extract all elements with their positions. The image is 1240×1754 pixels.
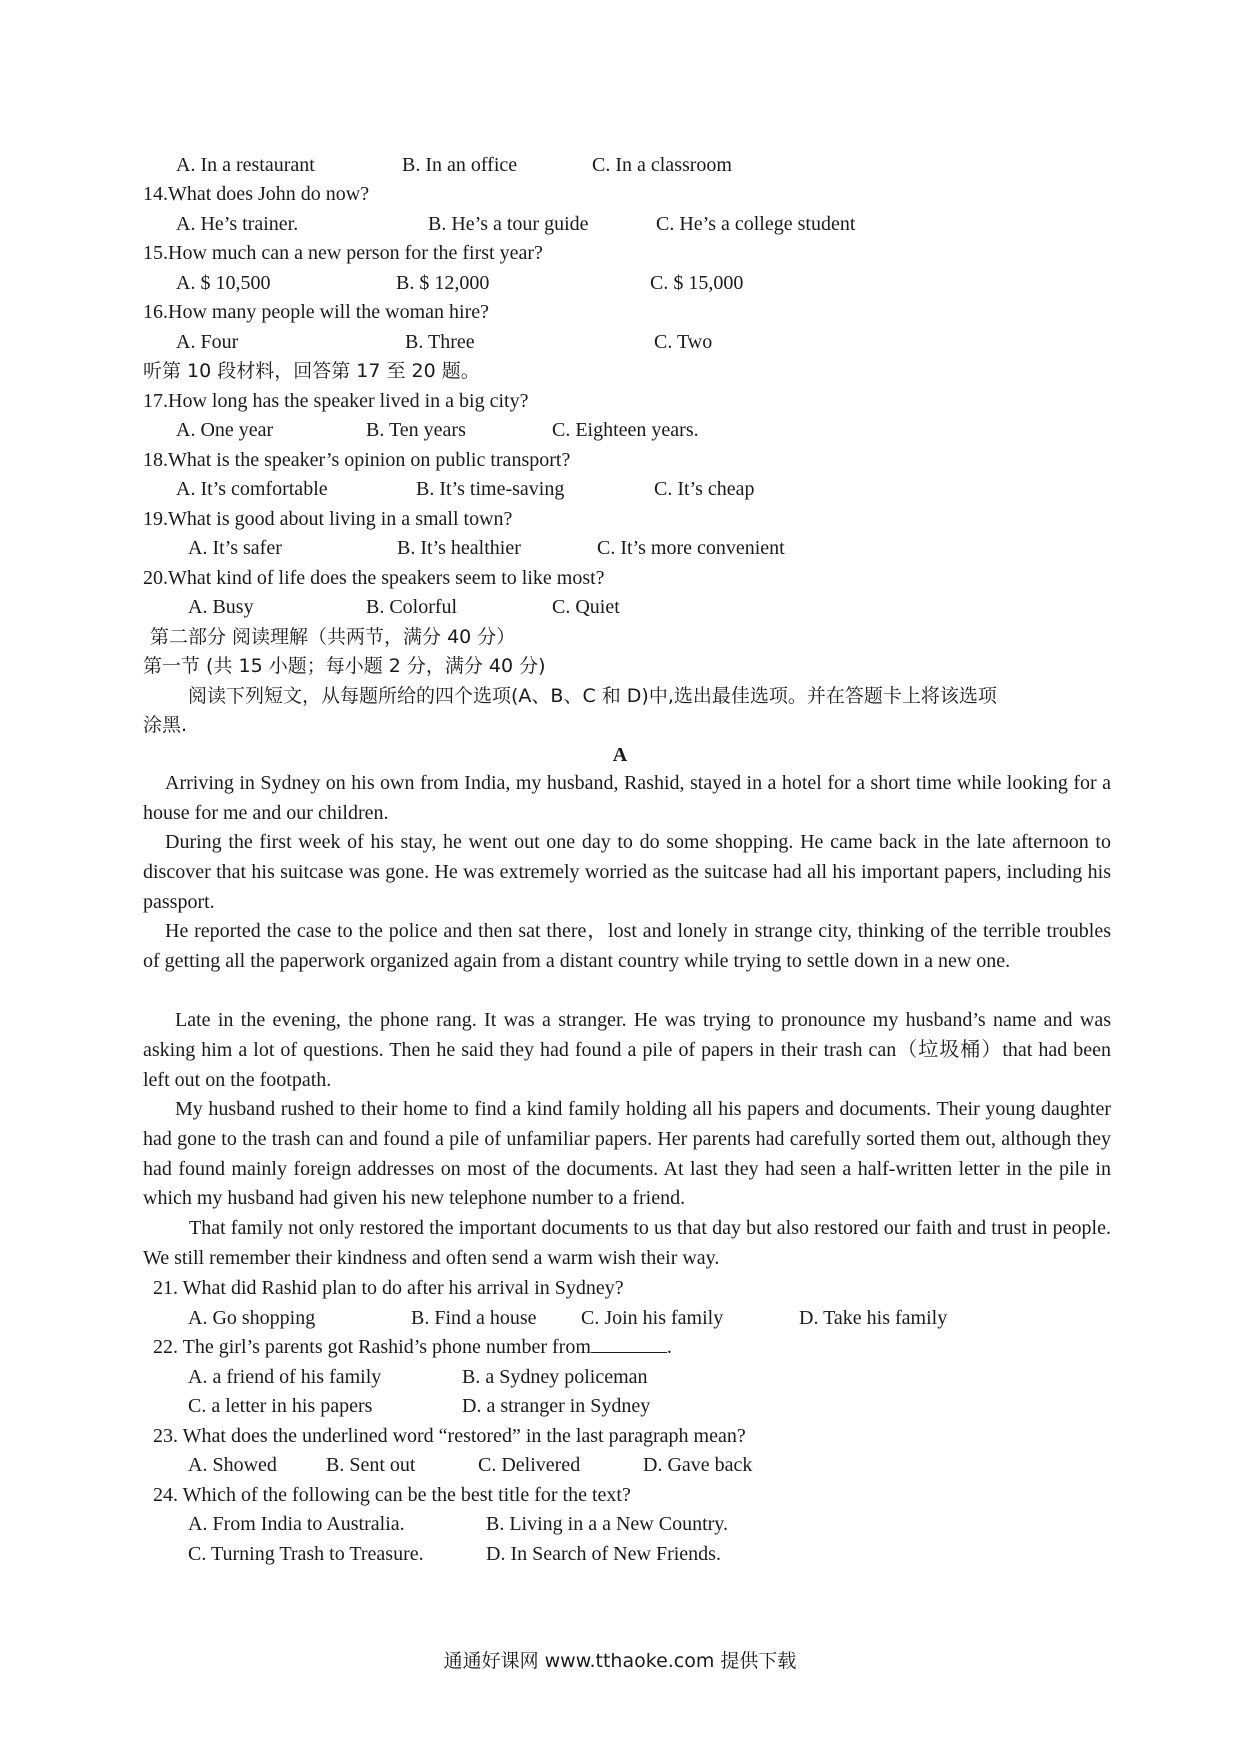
q15-option-a: A. $ 10,500 [176, 272, 271, 294]
q21-option-a: A. Go shopping [188, 1307, 316, 1329]
q24-stem: 24. Which of the following can be the best title for the text? [153, 1484, 631, 1506]
q24-option-d: D. In Search of New Friends. [486, 1543, 721, 1565]
q23-option-a: A. Showed [188, 1454, 277, 1476]
part-two-title: 第二部分 阅读理解（共两节，满分 40 分） [150, 626, 516, 648]
download-footer: 通通好课网 www.tthaoke.com 提供下载 [443, 1650, 797, 1672]
q16-option-c: C. Two [654, 331, 713, 353]
q13-option-c: C. In a classroom [592, 154, 732, 176]
q17-option-b: B. Ten years [366, 419, 466, 441]
q16-option-a: A. Four [176, 331, 239, 353]
q15-option-c: C. $ 15,000 [650, 272, 744, 294]
q21-option-c: C. Join his family [581, 1307, 724, 1329]
q24-option-c: C. Turning Trash to Treasure. [188, 1543, 424, 1565]
q18-option-b: B. It’s time-saving [416, 478, 565, 500]
passage-paragraph-3: He reported the case to the police and then sat there，lost and lonely in strange city, thinking of the terrible troubles of getting all the paperwork organized again from a distant country while trying to settle down in a new one. [143, 920, 1111, 972]
passage-paragraph-1: Arriving in Sydney on his own from India, my husband, Rashid, stayed in a hotel for a short time while looking for a house for me and our children. [143, 772, 1111, 824]
q24-option-a: A. From India to Australia. [188, 1513, 405, 1535]
passage-paragraph-4: Late in the evening, the phone rang. It was a stranger. He was trying to pronounce my husband’s name and was asking him a lot of questions. Then he said they had found a pile of papers in their trash can（垃圾桶）that had been left out on the footpath. [143, 1009, 1111, 1091]
q23-option-b: B. Sent out [326, 1454, 416, 1476]
q18-option-c: C. It’s cheap [654, 478, 755, 500]
q14-option-a: A. He’s trainer. [176, 213, 299, 235]
section-one-title: 第一节 (共 15 小题；每小题 2 分，满分 40 分) [143, 655, 546, 677]
q19-option-c: C. It’s more convenient [597, 537, 785, 559]
q22-answer-blank [591, 1332, 667, 1353]
q16-option-b: B. Three [405, 331, 475, 353]
q21-stem: 21. What did Rashid plan to do after his arrival in Sydney? [153, 1277, 624, 1299]
q21-option-d: D. Take his family [799, 1307, 948, 1329]
q20-option-a: A. Busy [188, 596, 254, 618]
q15-stem: 15.How much can a new person for the first year? [143, 242, 543, 264]
q19-option-b: B. It’s healthier [397, 537, 521, 559]
q23-stem: 23. What does the underlined word “restored” in the last paragraph mean? [153, 1425, 746, 1447]
passage-label: A [612, 744, 628, 766]
directions-line-1: 阅读下列短文，从每题所给的四个选项(A、B、C 和 D)中,选出最佳选项。并在答题卡上将该选项 [188, 685, 997, 707]
q17-option-c: C. Eighteen years. [552, 419, 699, 441]
q20-option-b: B. Colorful [366, 596, 458, 618]
q14-option-c: C. He’s a college student [656, 213, 856, 235]
q17-option-a: A. One year [176, 419, 274, 441]
q17-stem: 17.How long has the speaker lived in a big city? [143, 390, 529, 412]
q19-option-a: A. It’s safer [188, 537, 282, 559]
q23-option-c: C. Delivered [478, 1454, 581, 1476]
q22-option-b: B. a Sydney policeman [462, 1366, 648, 1388]
passage-paragraph-5: My husband rushed to their home to find a kind family holding all his papers and documents. Their young daughter had gone to the trash can and found a pile of unfamiliar papers. Her parents had carefully sorted them out, although they had found mainly foreign addresses on most of the documents. At last they had seen a half-written letter in the pile in which my husband had given his new telephone number to a friend. [143, 1098, 1111, 1210]
q23-option-d: D. Gave back [643, 1454, 753, 1476]
q13-option-a: A. In a restaurant [176, 154, 315, 176]
q22-stem: 22. The girl’s parents got Rashid’s phone number from . [153, 1332, 672, 1362]
q19-stem: 19.What is good about living in a small town? [143, 508, 513, 530]
q15-option-b: B. $ 12,000 [396, 272, 490, 294]
listening-instruction: 听第 10 段材料，回答第 17 至 20 题。 [143, 360, 480, 382]
q13-option-b: B. In an office [402, 154, 518, 176]
q18-stem: 18.What is the speaker’s opinion on public transport? [143, 449, 571, 471]
q22-option-d: D. a stranger in Sydney [462, 1395, 651, 1417]
passage-paragraph-2: During the first week of his stay, he went out one day to do some shopping. He came back in the late afternoon to discover that his suitcase was gone. He was extremely worried as the suitcase had all his important papers, including his passport. [143, 831, 1111, 913]
q18-option-a: A. It’s comfortable [176, 478, 328, 500]
q14-option-b: B. He’s a tour guide [428, 213, 589, 235]
q21-option-b: B. Find a house [411, 1307, 537, 1329]
directions-line-2: 涂黑. [143, 714, 188, 736]
q20-option-c: C. Quiet [552, 596, 620, 618]
passage-paragraph-6: That family not only restored the important documents to us that day but also restored our faith and trust in people. We still remember their kindness and often send a warm wish their way. [143, 1217, 1111, 1269]
q22-option-c: C. a letter in his papers [188, 1395, 373, 1417]
q16-stem: 16.How many people will the woman hire? [143, 301, 490, 323]
q20-stem: 20.What kind of life does the speakers seem to like most? [143, 567, 605, 589]
q22-option-a: A. a friend of his family [188, 1366, 382, 1388]
q24-option-b: B. Living in a a New Country. [486, 1513, 729, 1535]
q14-stem: 14.What does John do now? [143, 183, 370, 205]
